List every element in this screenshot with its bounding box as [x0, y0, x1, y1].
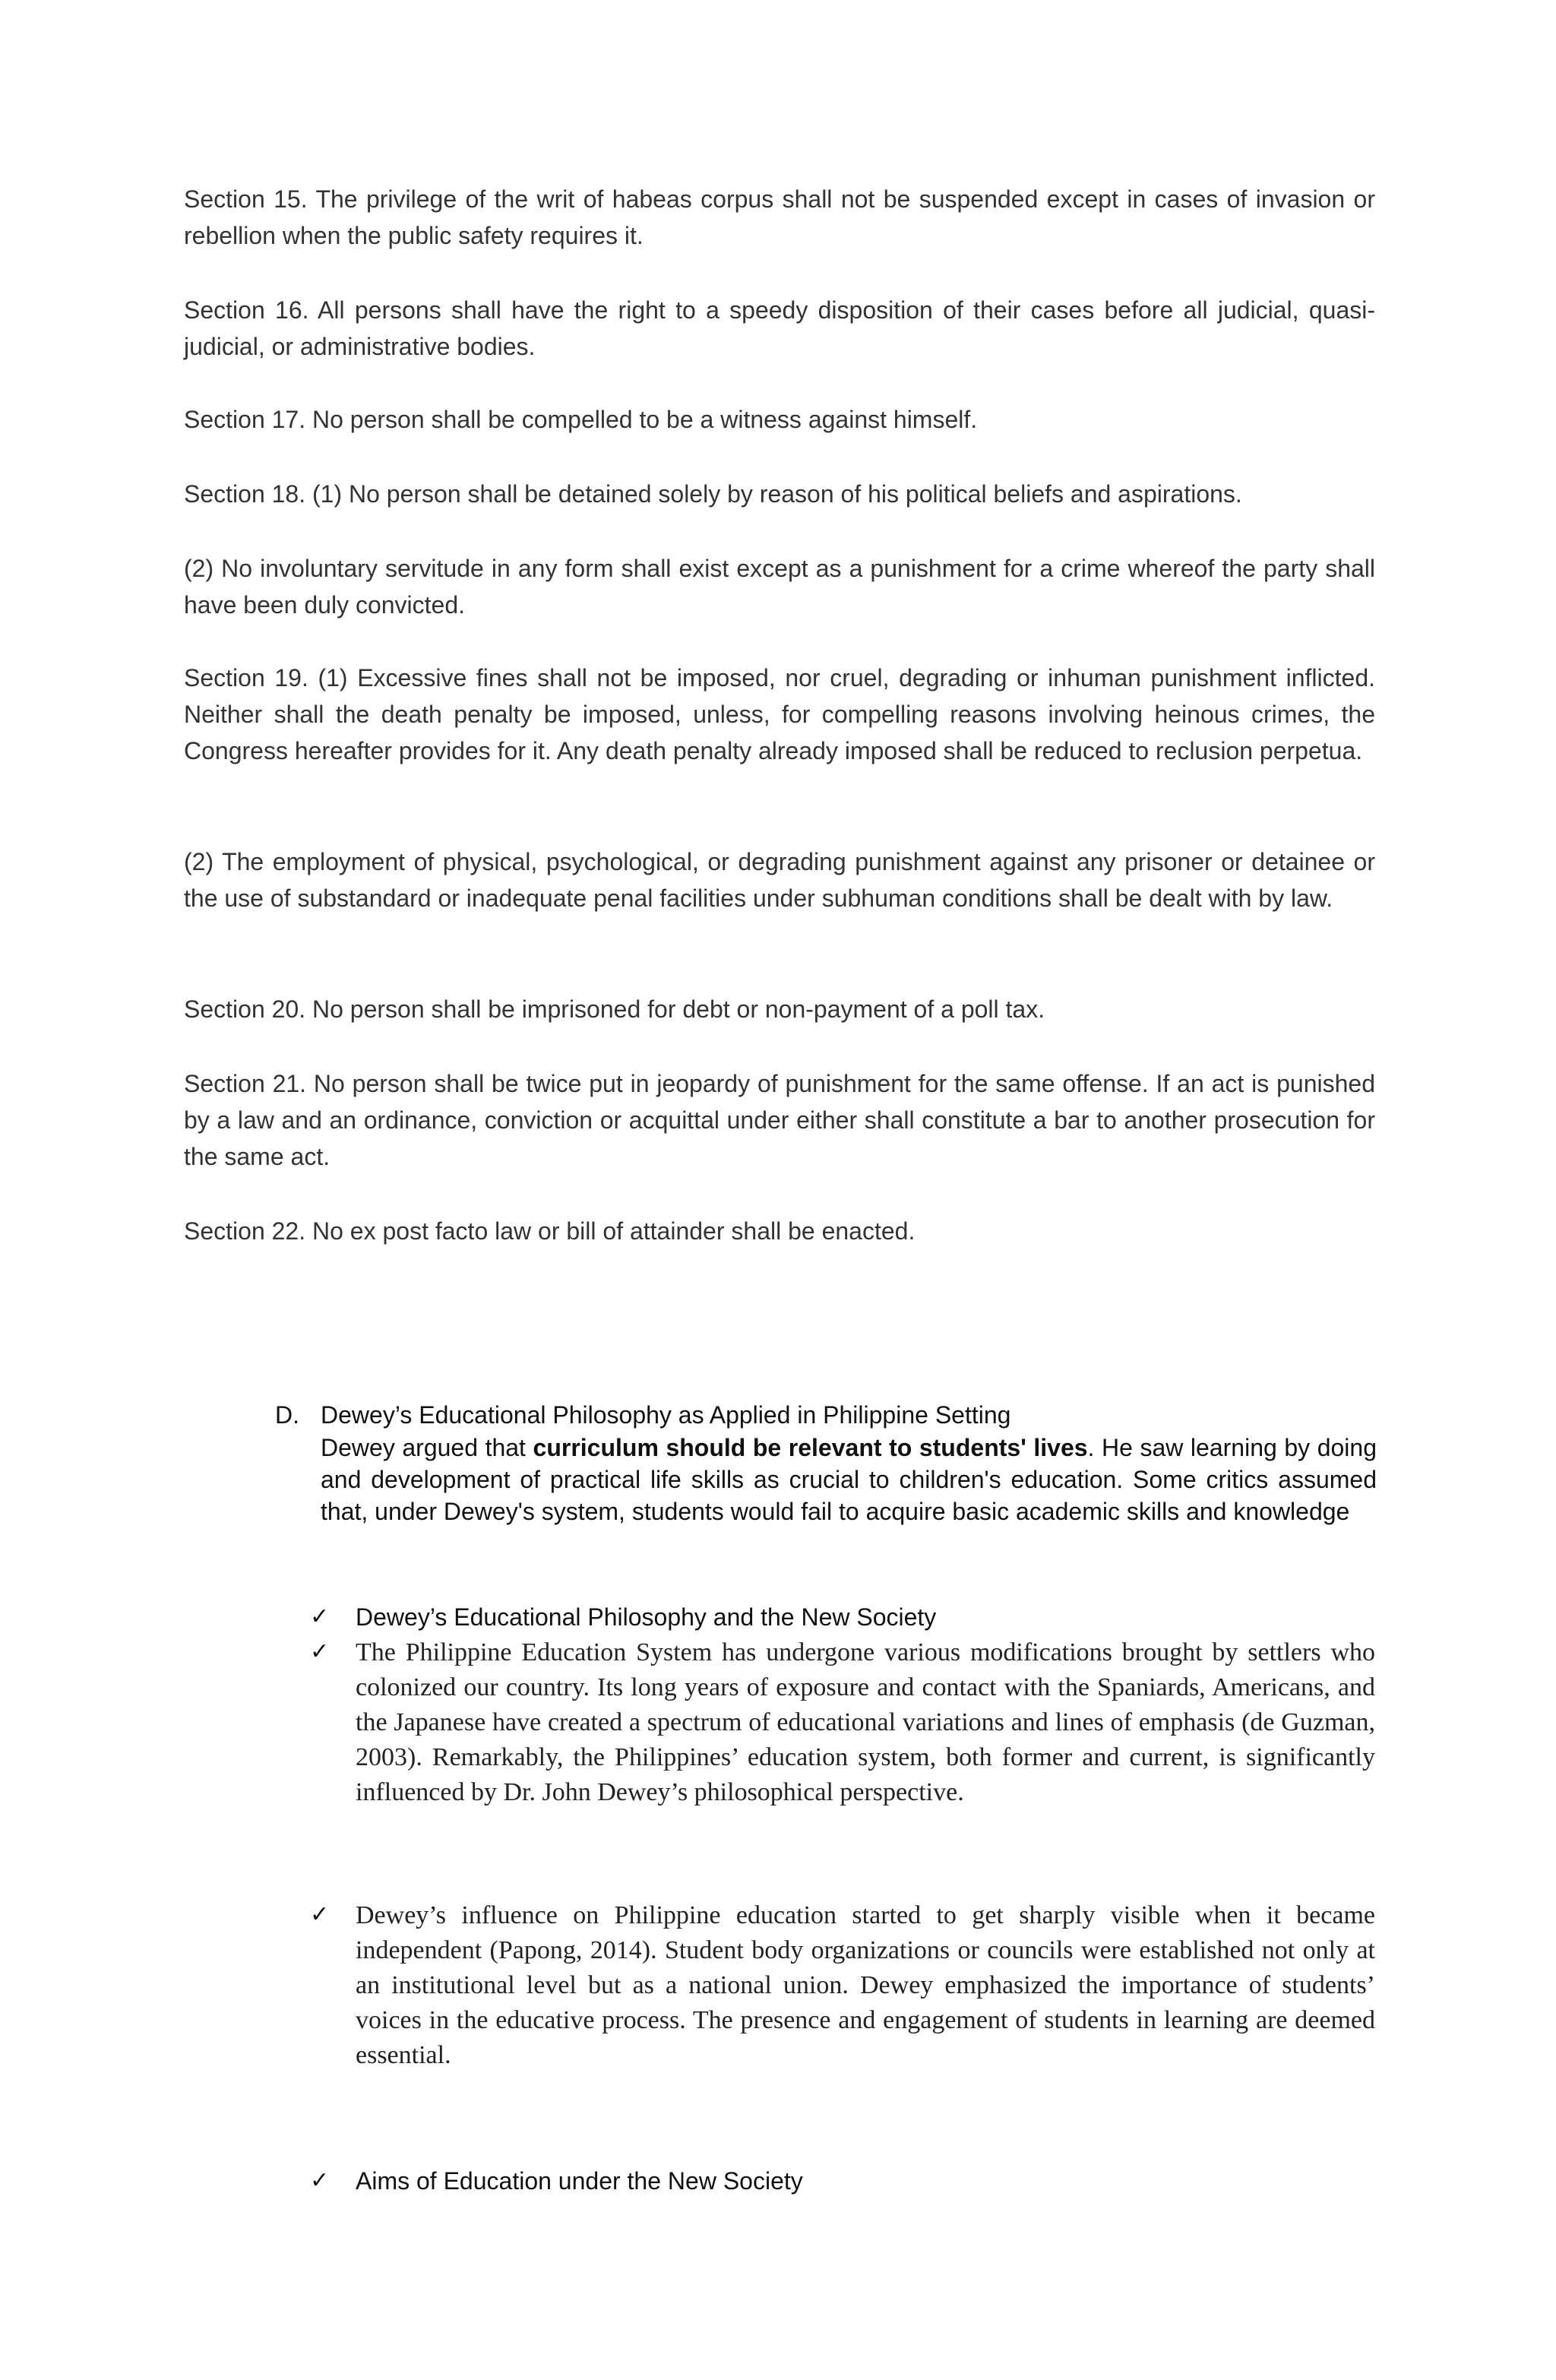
- checkmark-icon: ✓: [310, 1901, 330, 1928]
- check-item-text: The Philippine Education System has undergone various modifications brought by settlers who colonized our country. Its long years of exposure and contact with the Spaniards, Americans, and the Japanese have created a spectrum of educational variations and lines of emphasis (de Guzman, 2003). Remarkably, the Philippines’ education system, both former and current, is significantly influenced by Dr. John Dewey’s philosophical perspective.: [356, 1638, 1375, 1806]
- check-item-text: Aims of Education under the New Society: [356, 2167, 803, 2195]
- check-item-text: Dewey’s Educational Philosophy and the New Society: [356, 1603, 937, 1631]
- checkmark-icon: ✓: [310, 1638, 330, 1665]
- checkmark-icon: ✓: [310, 2167, 330, 2194]
- dewey-section: [275, 1400, 1377, 1527]
- section-16: Section 16. All persons shall have the right to a speedy disposition of their cases before all judicial, quasi-judicial, or administrative bodies.: [184, 296, 1375, 360]
- section-22: Section 22. No ex post facto law or bill of attainder shall be enacted.: [184, 1217, 916, 1245]
- section-21: Section 21. No person shall be twice put in jeopardy of punishment for the same offense. If an act is punished by a law and an ordinance, conviction or acquittal under either shall constitute a bar to another prosecution for the same act.: [184, 1070, 1375, 1170]
- section-19-1: Section 19. (1) Excessive fines shall not be imposed, nor cruel, degrading or inhuman punishment inflicted. Neither shall the death penalty be imposed, unless, for compelling reasons involving heinous crimes, the Congress hereafter provides for it. Any death penalty already imposed shall be reduced to reclusion perpetua.: [184, 664, 1375, 764]
- dewey-body-lead: Dewey argued that: [321, 1434, 533, 1461]
- section-18-2: (2) No involuntary servitude in any form shall exist except as a punishment for a crime whereof the party shall have been duly convicted.: [184, 555, 1375, 619]
- dewey-body-emphasis: curriculum should be relevant to students' lives: [533, 1434, 1088, 1461]
- check-item-dewey-influence: [310, 1898, 1375, 2073]
- check-item-text: Dewey’s influence on Philippine education started to get sharply visible when it became independent (Papong, 2014). Student body organizations or councils were established not only at an institutional level but as a national union. Dewey emphasized the importance of students’ voices in the educative process. The presence and engagement of students in learning are deemed essential.: [356, 1901, 1375, 2069]
- dewey-body-rest: . He saw learning by doing and development of practical life skills as crucial to children's education. Some critics assumed that, under Dewey's system, students would fail to acquire basic academic skills and knowledge: [321, 1434, 1377, 1525]
- section-letter: D.: [275, 1401, 299, 1429]
- section-19-2: (2) The employment of physical, psychological, or degrading punishment against any prisoner or detainee or the use of substandard or inadequate penal facilities under subhuman conditions shall be dealt with by law.: [184, 848, 1375, 912]
- section-17: Section 17. No person shall be compelled to be a witness against himself.: [184, 406, 978, 433]
- check-item-aims: [310, 2164, 1375, 2198]
- section-18-1: Section 18. (1) No person shall be detained solely by reason of his political beliefs and aspirations.: [184, 480, 1242, 508]
- dewey-body: [321, 1432, 1377, 1527]
- dewey-heading-text: Dewey’s Educational Philosophy as Applied in Philippine Setting: [321, 1401, 1011, 1429]
- check-item-new-society: [310, 1600, 1375, 1634]
- section-20: Section 20. No person shall be imprisoned for debt or non-payment of a poll tax.: [184, 995, 1045, 1023]
- section-15: Section 15. The privilege of the writ of habeas corpus shall not be suspended except in cases of invasion or rebellion when the public safety requires it.: [184, 185, 1375, 249]
- check-item-philippine-system: [310, 1635, 1375, 1810]
- dewey-heading: [275, 1400, 1377, 1430]
- checkmark-icon: ✓: [310, 1603, 330, 1630]
